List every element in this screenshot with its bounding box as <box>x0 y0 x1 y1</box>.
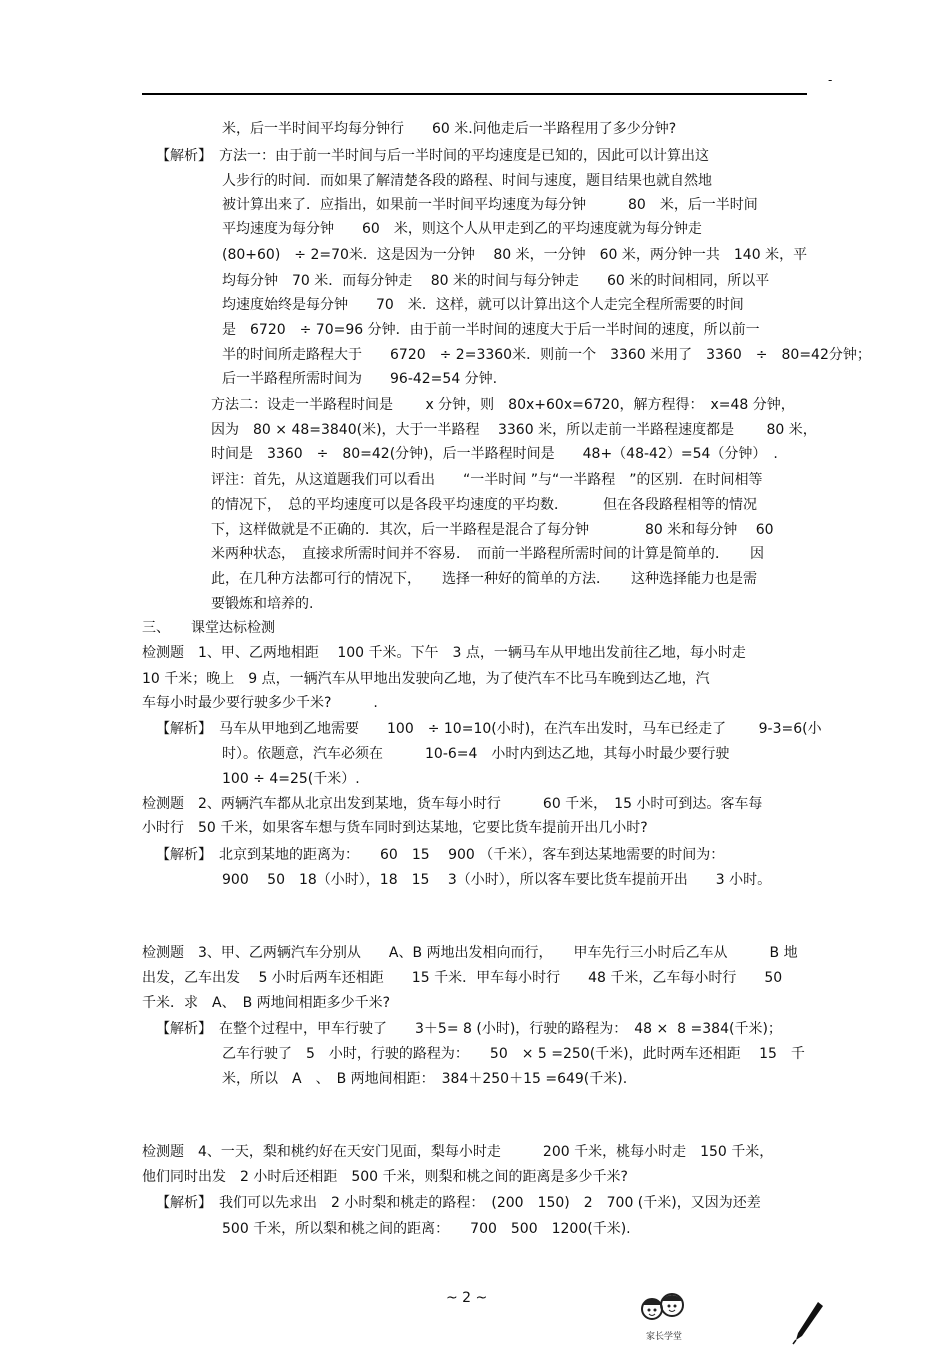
text-line: 检测题 4、一天，梨和桃约好在天安门见面，梨每小时走 200 千米，桃每小时走 150 千米， <box>142 1144 774 1160</box>
text-line: (80+60) ÷ 2=70米．这是因为一分钟 80 米，一分钟 60 米，两分钟一共 140 米，平 <box>222 247 808 263</box>
text-line: 因为 80 × 48=3840(米)，大于一半路程 3360 米，所以走前一半路程速度都是 80 米， <box>211 422 817 438</box>
text-line: 被计算出来了．应指出，如果前一半时间平均速度为每分钟 80 米，后一半时间 <box>222 197 758 213</box>
text-line: 【解析】 马车从甲地到乙地需要 100 ÷ 10=10(小时)，在汽车出发时，马车已经走了 9-3=6(小 <box>156 721 822 737</box>
text-line: 米，后一半时间平均每分钟行 60 米.问他走后一半路程用了多少分钟? <box>222 121 677 137</box>
text-line: 【解析】 北京到某地的距离为： 60 15 900 （千米），客车到达某地需要的时间为： <box>156 847 725 863</box>
text-line: 【解析】 在整个过程中，甲车行驶了 3＋5= 8 (小时)，行驶的路程为： 48 × 8 =384(千米)； <box>156 1021 782 1037</box>
parents-logo <box>620 1285 720 1345</box>
text-line: 检测题 2、两辆汽车都从北京出发到某地，货车每小时行 60 千米， 15 小时可到达。客车每 <box>142 796 763 812</box>
header-rule <box>142 93 807 95</box>
header-mark: - <box>828 73 833 87</box>
text-line: 检测题 3、甲、乙两辆汽车分别从 A、B 两地出发相向而行， 甲车先行三小时后乙车从 B 地 <box>142 945 798 961</box>
text-line: 车每小时最少要行驶多少千米? . <box>142 695 378 711</box>
text-line: 100 ÷ 4=25(千米）. <box>222 771 360 787</box>
text-line: 均速度始终是每分钟 70 米．这样，就可以计算出这个人走完全程所需要的时间 <box>222 297 744 313</box>
text-line: 500 千米，所以梨和桃之间的距离： 700 500 1200(千米). <box>222 1221 631 1237</box>
text-line: 时）。依题意，汽车必须在 10-6=4 小时内到达乙地，其每小时最少要行驶 <box>222 746 730 762</box>
text-line: 是 6720 ÷ 70=96 分钟．由于前一半时间的速度大于后一半时间的速度，所以前一 <box>222 322 760 338</box>
text-line: 乙车行驶了 5 小时，行驶的路程为： 50 × 5 =250(千米)，此时两车还相距 15 千 <box>222 1046 805 1062</box>
text-line: 此，在几种方法都可行的情况下， 选择一种好的简单的方法． 这种选择能力也是需 <box>211 571 757 587</box>
text-line: 半的时间所走路程大于 6720 ÷ 2=3360米．则前一个 3360 米用了 3360 ÷ 80=42分钟； <box>222 347 871 363</box>
text-line: 下，这样做就是不正确的．其次，后一半路程是混合了每分钟 80 米和每分钟 60 <box>211 522 774 538</box>
text-line: 均每分钟 70 米．而每分钟走 80 米的时间与每分钟走 60 米的时间相同，所以平 <box>222 273 770 289</box>
text-line: 10 千米；晚上 9 点，一辆汽车从甲地出发驶向乙地，为了使汽车不比马车晚到达乙地，汽 <box>142 671 710 687</box>
text-line: 米两种状态， 直接求所需时间并不容易． 而前一半路程所需时间的计算是简单的． 因 <box>211 546 764 562</box>
text-line: 方法二：设走一半路程时间是 x 分钟，则 80x+60x=6720，解方程得： x=48 分钟， <box>211 397 795 413</box>
text-line: 平均速度为每分钟 60 米，则这个人从甲走到乙的平均速度就为每分钟走 <box>222 221 702 237</box>
text-line: 【解析】 我们可以先求出 2 小时梨和桃走的路程： (200 150) 2 700 (千米)，又因为还差 <box>156 1195 761 1211</box>
text-line: 要锻炼和培养的. <box>211 596 314 612</box>
text-line: 检测题 1、甲、乙两地相距 100 千米。下午 3 点，一辆马车从甲地出发前往乙地，每小时走 <box>142 645 746 661</box>
section-heading: 三、 课堂达标检测 <box>142 620 275 636</box>
text-line: 米，所以 A 、 B 两地间相距： 384＋250＋15 =649(千米). <box>222 1071 628 1087</box>
text-line: 【解析】 方法一：由于前一半时间与后一半时间的平均速度是已知的，因此可以计算出这 <box>156 148 709 164</box>
text-line: 后一半路程所需时间为 96-42=54 分钟. <box>222 371 498 387</box>
text-line: 千米．求 A、 B 两地间相距多少千米? <box>142 995 391 1011</box>
text-line: 出发，乙车出发 5 小时后两车还相距 15 千米．甲车每小时行 48 千米，乙车每小时行 50 <box>142 970 783 986</box>
page-number: ~ 2 ~ <box>446 1290 488 1306</box>
text-line: 小时行 50 千米，如果客车想与货车同时到达某地，它要比货车提前开出几小时? <box>142 820 648 836</box>
text-line: 评注：首先，从这道题我们可以看出 “一半时间 ”与“一半路程 ”的区别．在时间相等 <box>211 472 763 488</box>
text-line: 人步行的时间．而如果了解清楚各段的路程、时间与速度，题目结果也就自然地 <box>222 173 712 189</box>
text-line: 时间是 3360 ÷ 80=42(分钟)，后一半路程时间是 48+（48-42）=54（分钟） . <box>211 446 778 462</box>
text-line: 他们同时出发 2 小时后还相距 500 千米，则梨和桃之间的距离是多少千米? <box>142 1169 628 1185</box>
logo-text: 家长学堂 <box>646 1332 683 1342</box>
text-line: 900 50 18（小时），18 15 3（小时），所以客车要比货车提前开出 3 小时。 <box>222 872 772 888</box>
text-line: 的情况下， 总的平均速度可以是各段平均速度的平均数． 但在各段路程相等的情况 <box>211 497 757 513</box>
pen-icon <box>790 1300 825 1345</box>
